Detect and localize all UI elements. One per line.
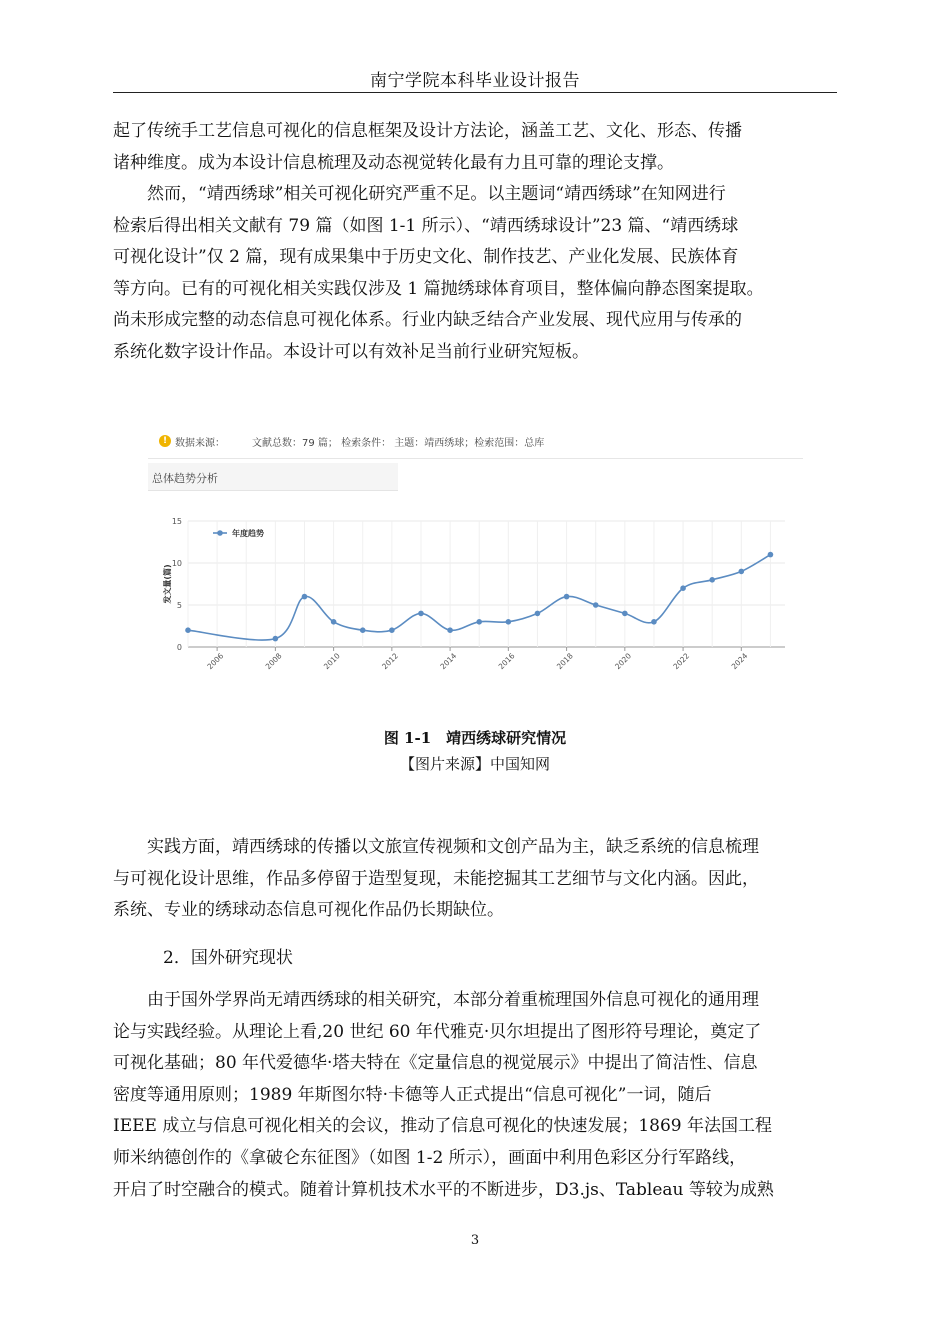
text-line: 然而，“靖西绣球”相关可视化研究严重不足。以主题词“靖西绣球”在知网进行 — [113, 184, 726, 204]
paragraph-4 — [113, 985, 837, 1206]
data-point — [360, 627, 366, 633]
text-line: 尚未形成完整的动态信息可视化体系。行业内缺乏结合产业发展、现代应用与传承的 — [113, 310, 742, 331]
text-line: 起了传统手工艺信息可视化的信息框架及设计方法论，涵盖工艺、文化、形态、传播 — [113, 121, 742, 141]
x-tick-label: 2010 — [321, 651, 342, 672]
text-line: 可视化设计”仅 2 篇，现有成果集中于历史文化、制作技艺、产业化发展、民族体育 — [113, 247, 739, 268]
figure-1-1 — [148, 425, 803, 695]
text-line: 检索后得出相关文献有 79 篇（如图 1-1 所示）、“靖西绣球设计”23 篇、“靖西绣球 — [113, 215, 739, 236]
data-point — [331, 619, 337, 625]
y-tick-label: 5 — [176, 601, 182, 610]
y-tick-label: 0 — [176, 643, 182, 652]
y-tick-label: 10 — [171, 559, 182, 568]
tab-label: 总体趋势分析 — [152, 472, 218, 485]
text-line: 实践方面，靖西绣球的传播以文旅宣传视频和文创产品为主，缺乏系统的信息梳理 — [113, 837, 759, 857]
text-line: 等方向。已有的可视化相关实践仅涉及 1 篇抛绣球体育项目，整体偏向静态图案提取。 — [113, 278, 764, 299]
data-point — [651, 619, 657, 625]
figure-caption: 图 1-1 靖西绣球研究情况 — [383, 729, 567, 747]
x-tick-label: 2006 — [205, 651, 226, 672]
page-number: 3 — [470, 1233, 480, 1248]
tab-overall-trend[interactable] — [148, 463, 398, 491]
legend-label: 年度趋势 — [232, 529, 264, 538]
data-point — [593, 602, 599, 608]
data-source-bar — [148, 425, 803, 455]
x-tick-label: 2018 — [554, 651, 575, 672]
text-line: 系统、专业的绣球动态信息可视化作品仍长期缺位。 — [113, 900, 504, 921]
data-point — [389, 627, 395, 633]
data-point — [273, 636, 279, 642]
info-warning-icon: ! — [159, 435, 171, 447]
data-source-value: 文献总数：79 篇； 检索条件： 主题：靖西绣球；检索范围：总库 — [252, 438, 545, 449]
data-point — [535, 611, 541, 617]
data-point — [302, 594, 308, 600]
data-point — [447, 627, 453, 633]
text-line: 诸种维度。成为本设计信息梳理及动态视觉转化最有力且可靠的理论支撑。 — [113, 152, 674, 173]
data-point — [768, 552, 774, 558]
data-point — [506, 619, 512, 625]
data-point — [418, 611, 424, 617]
x-tick-label: 2022 — [671, 651, 692, 672]
page-header-title: 南宁学院本科毕业设计报告 — [370, 71, 580, 91]
text-line: 由于国外学界尚无靖西绣球的相关研究，本部分着重梳理国外信息可视化的通用理 — [113, 990, 759, 1010]
line-chart — [148, 505, 803, 695]
paragraph-2 — [113, 179, 837, 369]
data-source-label: 数据来源： — [175, 438, 225, 449]
x-tick-label: 2012 — [380, 651, 401, 672]
text-line: 论与实践经验。从理论上看,20 世纪 60 年代雅克·贝尔坦提出了图形符号理论，奠定了 — [113, 1021, 762, 1042]
data-point — [680, 585, 686, 591]
data-point — [622, 611, 628, 617]
x-tick-label: 2016 — [496, 651, 517, 672]
y-axis-label: 发文量(篇) — [163, 564, 172, 604]
divider — [148, 458, 803, 459]
header-rule — [113, 92, 837, 93]
x-tick-label: 2024 — [729, 651, 750, 672]
text-line: 密度等通用原则；1989 年斯图尔特·卡德等人正式提出“信息可视化”一词，随后 — [113, 1084, 712, 1105]
legend-swatch-marker — [217, 530, 223, 536]
paragraph-1 — [113, 116, 837, 179]
x-tick-label: 2008 — [263, 651, 284, 672]
paragraph-3 — [113, 832, 837, 927]
figure-source: 【图片来源】中国知网 — [399, 755, 550, 773]
data-point — [709, 577, 715, 583]
text-line: 开启了时空融合的模式。随着计算机技术水平的不断进步，D3.js、Tableau 等较为成熟 — [113, 1179, 774, 1200]
data-point — [476, 619, 482, 625]
text-line: 与可视化设计思维，作品多停留于造型复现，未能挖掘其工艺细节与文化内涵。因此， — [113, 868, 759, 889]
text-line: IEEE 成立与信息可视化相关的会议，推动了信息可视化的快速发展；1869 年法国工程 — [113, 1116, 773, 1137]
y-tick-label: 15 — [171, 517, 182, 526]
data-point — [185, 627, 191, 633]
legend — [213, 528, 264, 538]
text-line: 师米纳德创作的《拿破仑东征图》（如图 1-2 所示），画面中利用色彩区分行军路线， — [113, 1147, 747, 1168]
section-subheading: 2．国外研究现状 — [163, 948, 293, 968]
x-tick-label: 2014 — [438, 651, 459, 672]
x-tick-label: 2020 — [613, 651, 633, 672]
data-point — [564, 594, 570, 600]
data-point — [739, 569, 745, 575]
text-line: 可视化基础；80 年代爱德华·塔夫特在《定量信息的视觉展示》中提出了简洁性、信息 — [113, 1053, 758, 1074]
text-line: 系统化数字设计作品。本设计可以有效补足当前行业研究短板。 — [113, 341, 589, 362]
